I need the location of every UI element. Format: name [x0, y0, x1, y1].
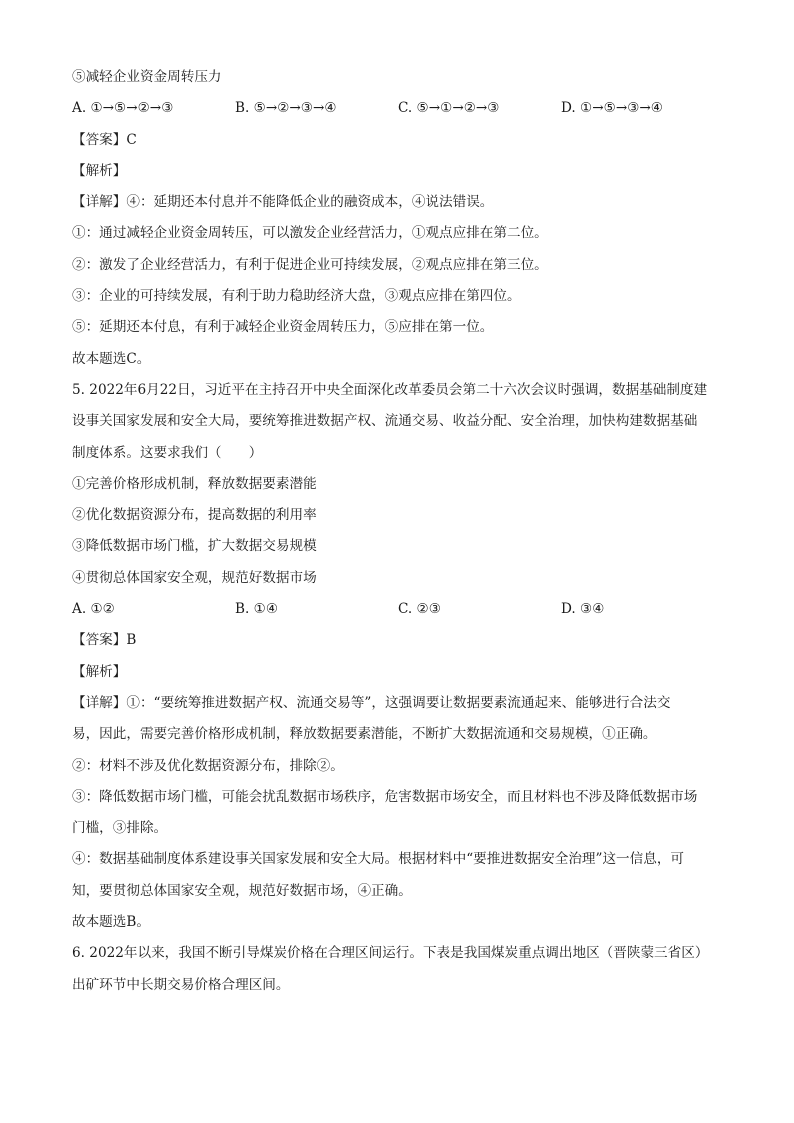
q4-analysis-label: 【解析】	[72, 162, 127, 179]
q5-stem-line: 制度体系。这要求我们（ ）	[72, 444, 263, 461]
q4-detail-line: ⑤：延期还本付息，有利于减轻企业资金周转压力，⑤应排在第一位。	[72, 319, 494, 336]
q6-stem-line: 出矿环节中长期交易价格合理区间。	[72, 976, 290, 993]
q5-detail-line: 知，要贯彻总体国家安全观，规范好数据市场，④正确。	[72, 882, 412, 899]
q5-item-1: ①完善价格形成机制，释放数据要素潜能	[72, 475, 317, 492]
q5-detail-line: ③：降低数据市场门槛，可能会扰乱数据市场秩序，危害数据市场安全，而且材料也不涉及降低数据市场	[72, 788, 698, 805]
q4-option-b: B. ⑤→②→③→④	[235, 100, 337, 117]
q5-conclusion: 故本题选B。	[72, 914, 150, 931]
q5-option-a: A. ①②	[72, 601, 115, 618]
q4-detail-line: ②：激发了企业经营活力，有利于促进企业可持续发展，②观点应排在第三位。	[72, 256, 548, 273]
q4-option-a: A. ①→⑤→②→③	[72, 100, 174, 117]
q5-options	[72, 594, 724, 625]
q5-detail-line: 【详解】①：“要统筹推进数据产权、流通交易等”，这强调要让数据要素流通起来、能够进行合法交	[72, 694, 671, 711]
q5-option-d: D. ③④	[561, 601, 605, 618]
q4-option-d: D. ①→⑤→③→④	[561, 100, 663, 117]
q5-answer: 【答案】B	[72, 632, 137, 649]
q4-options	[72, 93, 724, 124]
q5-item-4: ④贯彻总体国家安全观，规范好数据市场	[72, 569, 317, 586]
document-page	[72, 62, 724, 1001]
q4-detail-line: ①：通过减轻企业资金周转压，可以激发企业经营活力，①观点应排在第二位。	[72, 225, 548, 242]
q4-answer: 【答案】C	[72, 131, 137, 148]
q5-detail-line: ②：材料不涉及优化数据资源分布，排除②。	[72, 757, 344, 774]
q5-analysis-label: 【解析】	[72, 663, 127, 680]
q6-stem-line: 6. 2022年以来，我国不断引导煤炭价格在合理区间运行。下表是我国煤炭重点调出地区（晋陕蒙三省区）	[72, 945, 709, 962]
q5-option-c: C. ②③	[398, 601, 441, 618]
q5-item-3: ③降低数据市场门槛，扩大数据交易规模	[72, 538, 317, 555]
q4-detail-line: ③：企业的可持续发展，有利于助力稳助经济大盘，③观点应排在第四位。	[72, 288, 521, 305]
q5-option-b: B. ①④	[235, 601, 279, 618]
q5-detail-line: ④：数据基础制度体系建设事关国家发展和安全大局。根据材料中“要推进数据安全治理”这一信息，可	[72, 851, 685, 868]
q4-conclusion: 故本题选C。	[72, 350, 151, 367]
q5-stem-line: 5. 2022年6月22日，习近平在主持召开中央全面深化改革委员会第二十六次会议时强调，数据基础制度建	[72, 381, 708, 398]
q5-item-2: ②优化数据资源分布，提高数据的利用率	[72, 507, 317, 524]
q4-detail-line: 【详解】④：延期还本付息并不能降低企业的融资成本，④说法错误。	[72, 194, 494, 211]
q4-option-c: C. ⑤→①→②→③	[398, 100, 500, 117]
q5-detail-line: 易，因此，需要完善价格形成机制，释放数据要素潜能，不断扩大数据流通和交易规模，①正确。	[72, 726, 657, 743]
q4-item-5: ⑤减轻企业资金周转压力	[72, 69, 222, 85]
q5-detail-line: 门槛，③排除。	[72, 820, 168, 837]
q5-stem-line: 设事关国家发展和安全大局，要统筹推进数据产权、流通交易、收益分配、安全治理，加快构建数据基础	[72, 413, 698, 430]
